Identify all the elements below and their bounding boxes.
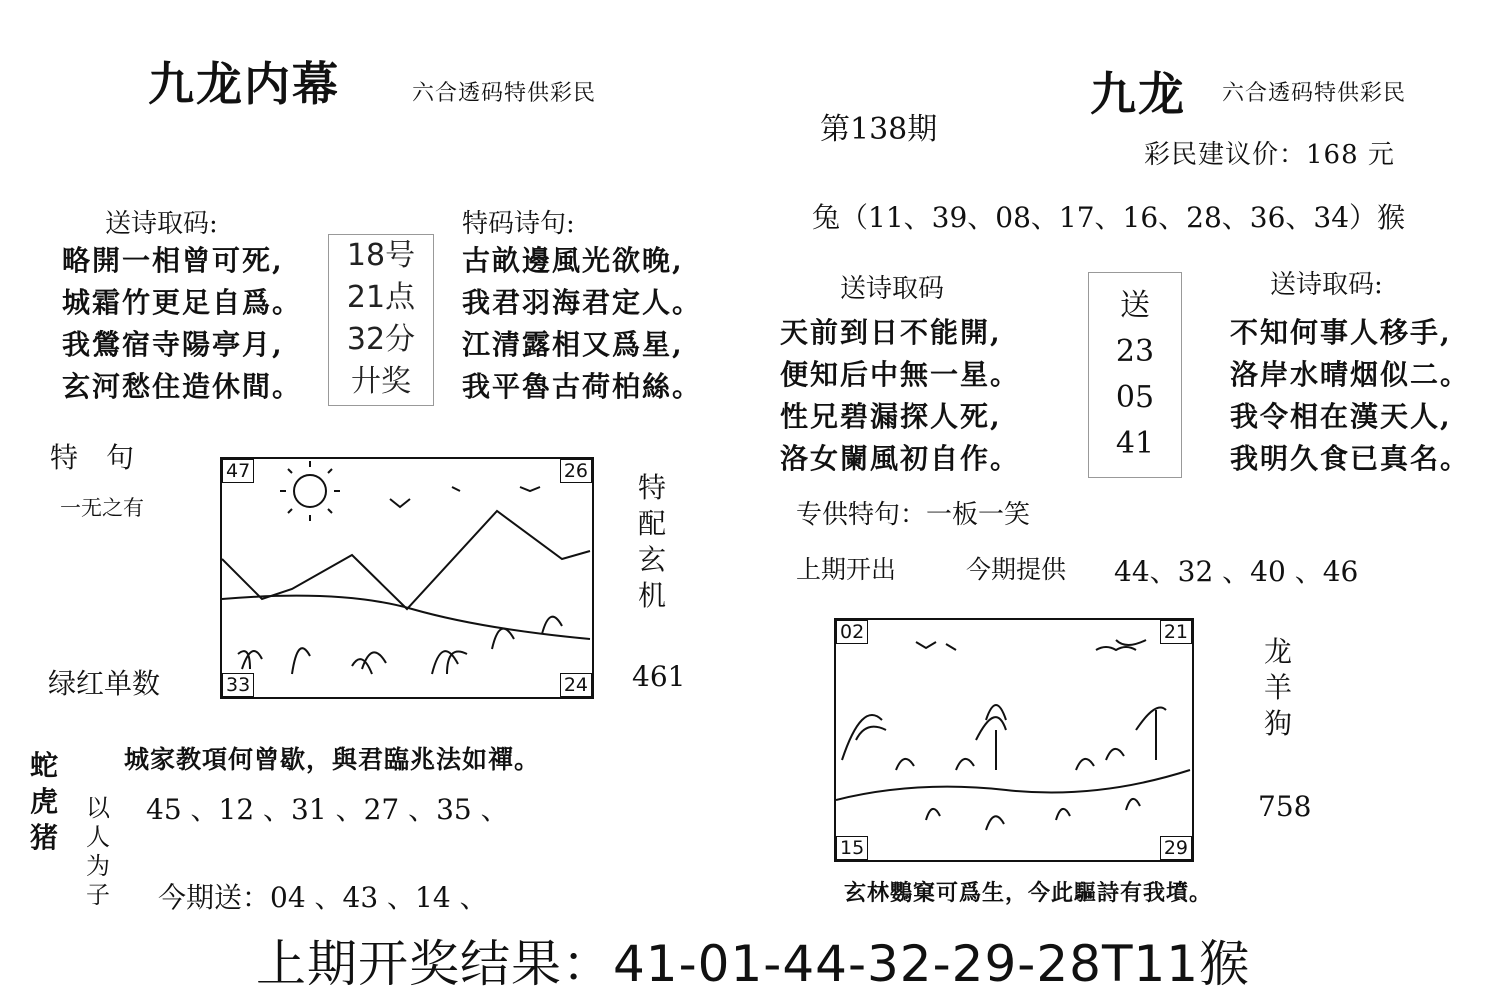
left-poem2-header: 特码诗句: bbox=[462, 209, 575, 239]
send-box-line: 05 bbox=[1115, 380, 1155, 415]
landscape-drawing bbox=[836, 620, 1192, 860]
mid-box-line: 18号 bbox=[346, 238, 416, 273]
vertical-char: 机 bbox=[637, 579, 666, 612]
left-animals bbox=[28, 748, 60, 856]
right-subtitle: 六合透码特供彩民 bbox=[1222, 81, 1407, 106]
send-box-line: 送 bbox=[1120, 288, 1150, 323]
poem-line: 我平魯古荷柏絲。 bbox=[462, 370, 703, 403]
teju-text: 一无之有 bbox=[60, 496, 144, 520]
right-poem2-header: 送诗取码: bbox=[1270, 270, 1383, 300]
poem-line: 玄河愁住造休間。 bbox=[62, 370, 303, 403]
corner-number-tl: 02 bbox=[836, 620, 868, 644]
left-mid-box bbox=[328, 234, 434, 406]
poem-line: 不知何事人移手, bbox=[1230, 316, 1452, 349]
issue-number: 第138期 bbox=[820, 112, 938, 147]
corner-number-bl: 15 bbox=[836, 836, 868, 860]
poem-line: 便知后中無一星。 bbox=[780, 358, 1021, 391]
mid-box-line: 廾奖 bbox=[351, 364, 411, 399]
mid-box-line: 21点 bbox=[346, 280, 416, 315]
left-landscape-picture bbox=[220, 457, 594, 699]
poem-line: 我鶯宿寺陽亭月, bbox=[62, 328, 284, 361]
left-poem1 bbox=[62, 240, 302, 408]
number-758: 758 bbox=[1258, 790, 1312, 823]
number-461: 461 bbox=[632, 660, 686, 693]
last-result: 上期开奖结果：41-01-44-32-29-28T11猴 bbox=[256, 935, 1251, 993]
poem-line: 城霜竹更足自爲。 bbox=[62, 286, 303, 319]
right-landscape-picture bbox=[834, 618, 1194, 862]
price: 彩民建议价：168 元 bbox=[1144, 140, 1395, 170]
corner-number-tr: 26 bbox=[560, 459, 592, 483]
left-poem2 bbox=[462, 240, 702, 408]
corner-number-tl: 47 bbox=[222, 459, 254, 483]
poem-line: 我令相在漢天人, bbox=[1230, 400, 1452, 433]
teju-label: 特 句 bbox=[50, 441, 135, 474]
right-poem2 bbox=[1230, 312, 1470, 480]
left-vertical-hint bbox=[636, 470, 668, 614]
left-numbers-line: 45 、12 、31 、27 、35 、 bbox=[146, 793, 509, 826]
poem-line: 江清露相又爲星, bbox=[462, 328, 684, 361]
vertical-char: 以 bbox=[86, 794, 110, 822]
yirenweizi bbox=[82, 794, 114, 910]
landscape-drawing bbox=[222, 459, 592, 697]
poem-line: 我君羽海君定人。 bbox=[462, 286, 703, 319]
poem-line: 古畝邊風光欲晚, bbox=[462, 244, 684, 277]
animal-char: 狗 bbox=[1263, 707, 1292, 740]
right-poem1 bbox=[780, 312, 1020, 480]
right-vertical-animals bbox=[1262, 634, 1294, 742]
left-poem1-header: 送诗取码: bbox=[105, 209, 218, 239]
animal-char: 羊 bbox=[1263, 671, 1292, 704]
right-poem1-header: 送诗取码 bbox=[840, 274, 945, 304]
animal-char: 龙 bbox=[1263, 635, 1292, 668]
right-title: 九龙 bbox=[1090, 67, 1186, 121]
corner-number-tr: 21 bbox=[1160, 620, 1192, 644]
send-box-line: 23 bbox=[1115, 334, 1155, 369]
color-label: 绿红单数 bbox=[48, 667, 161, 700]
vertical-char: 为 bbox=[86, 852, 110, 880]
left-title: 九龙内幕 bbox=[148, 57, 340, 111]
vertical-char: 玄 bbox=[637, 543, 666, 576]
mid-box-line: 32分 bbox=[346, 322, 416, 357]
special-line: 专供特句：一板一笑 bbox=[796, 500, 1031, 530]
last-label: 上期开出 bbox=[796, 555, 897, 584]
animal-char: 猪 bbox=[29, 821, 58, 854]
provide-label: 今期提供 bbox=[966, 555, 1067, 584]
poem-line: 略開一相曾可死, bbox=[62, 244, 284, 277]
poem-line: 天前到日不能開, bbox=[780, 316, 1002, 349]
right-caption: 玄林鸚窠可爲生，今此驅詩有我墳。 bbox=[844, 880, 1213, 906]
corner-number-bl: 33 bbox=[222, 673, 254, 697]
poem-line: 洛岸水晴烟似二。 bbox=[1230, 358, 1471, 391]
left-subtitle: 六合透码特供彩民 bbox=[412, 81, 597, 106]
left-send-line: 今期送：04 、43 、14 、 bbox=[158, 881, 488, 914]
poem-line: 性兄碧漏探人死, bbox=[780, 400, 1002, 433]
left-sentence: 城家教項何曾歇，與君臨兆法如禪。 bbox=[124, 745, 541, 774]
animal-char: 蛇 bbox=[29, 749, 58, 782]
vertical-char: 配 bbox=[637, 507, 666, 540]
animal-char: 虎 bbox=[29, 785, 58, 818]
rabbit-line: 兔（11、39、08、17、16、28、36、34）猴 bbox=[812, 201, 1406, 234]
send-box bbox=[1088, 272, 1182, 478]
corner-number-br: 29 bbox=[1160, 836, 1192, 860]
corner-number-br: 24 bbox=[560, 673, 592, 697]
provide-numbers: 44、32 、40 、46 bbox=[1114, 555, 1359, 588]
vertical-char: 特 bbox=[637, 471, 666, 504]
send-box-line: 41 bbox=[1115, 426, 1155, 461]
poem-line: 洛女闌風初自作。 bbox=[780, 442, 1021, 475]
vertical-char: 人 bbox=[86, 823, 110, 851]
vertical-char: 子 bbox=[86, 881, 110, 909]
sun-icon bbox=[294, 475, 326, 507]
poem-line: 我明久食已真名。 bbox=[1230, 442, 1471, 475]
